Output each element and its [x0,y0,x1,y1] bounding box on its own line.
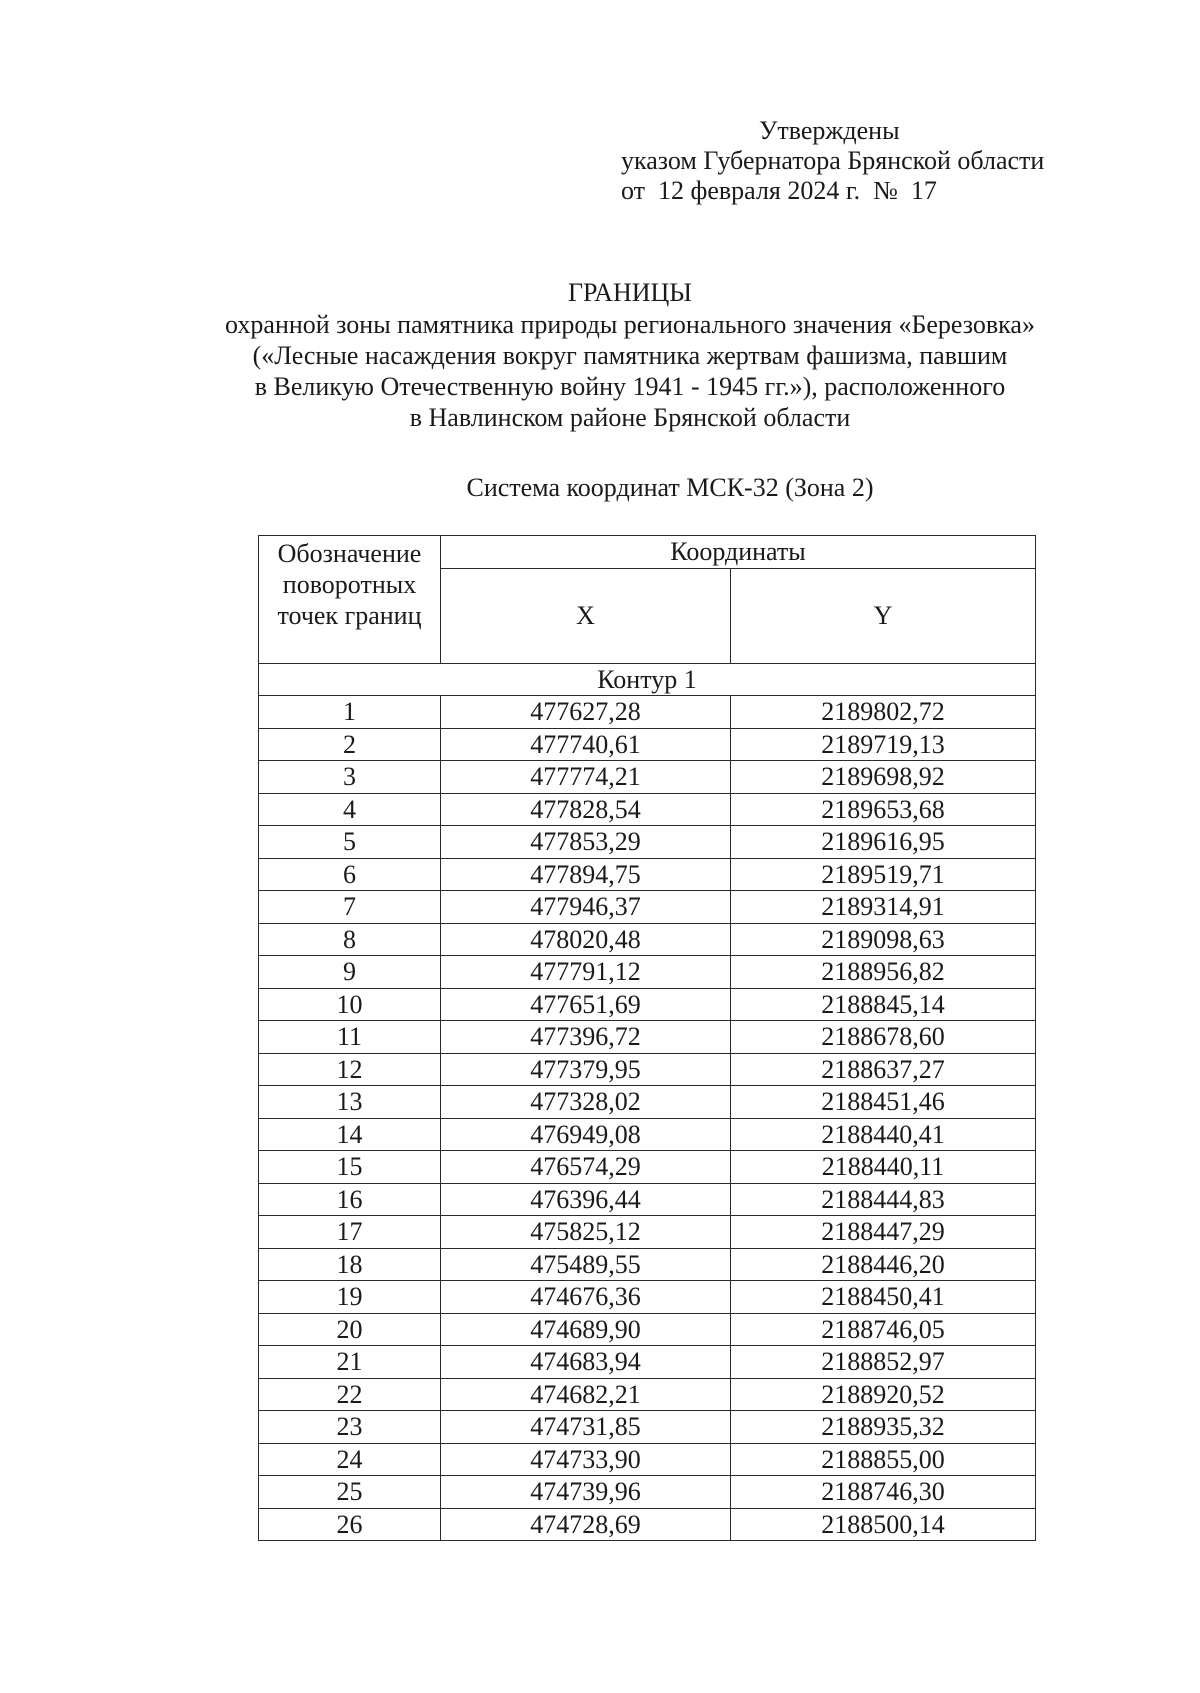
cell-point-number: 5 [259,826,441,859]
cell-y: 2188852,97 [731,1346,1036,1379]
cell-x: 476574,29 [441,1151,731,1184]
cell-y: 2188451,46 [731,1086,1036,1119]
cell-y: 2188845,14 [731,988,1036,1021]
cell-point-number: 11 [259,1021,441,1054]
table-row [259,923,1036,956]
table-row [259,1443,1036,1476]
cell-point-number: 1 [259,696,441,729]
cell-y: 2188920,52 [731,1378,1036,1411]
table-row [259,1053,1036,1086]
coordinates-table-body [259,663,1036,1541]
table-row [259,728,1036,761]
title-line-4: в Навлинском районе Брянской области [409,403,851,432]
table-row [259,1411,1036,1444]
table-row [259,1313,1036,1346]
cell-point-number: 8 [259,923,441,956]
table-row [259,1086,1036,1119]
cell-y: 2188440,11 [731,1151,1036,1184]
table-row [259,696,1036,729]
cell-x: 477791,12 [441,956,731,989]
table-row [259,761,1036,794]
cell-point-number: 4 [259,793,441,826]
title-heading: ГРАНИЦЫ [568,278,692,307]
cell-point-number: 2 [259,728,441,761]
cell-y: 2188746,30 [731,1476,1036,1509]
cell-x: 477396,72 [441,1021,731,1054]
approval-line-approved: Утверждены [759,116,900,145]
cell-x: 477853,29 [441,826,731,859]
table-row [259,1378,1036,1411]
table-row [259,1476,1036,1509]
cell-x: 474683,94 [441,1346,731,1379]
cell-point-number: 3 [259,761,441,794]
header-point-designation: Обозначение поворотных точек границ [259,536,441,664]
cell-x: 476396,44 [441,1183,731,1216]
cell-x: 477946,37 [441,891,731,924]
cell-x: 474739,96 [441,1476,731,1509]
table-row [259,1216,1036,1249]
cell-y: 2188935,32 [731,1411,1036,1444]
cell-point-number: 24 [259,1443,441,1476]
contour-row [259,663,1036,696]
cell-x: 475489,55 [441,1248,731,1281]
cell-point-number: 26 [259,1508,441,1541]
cell-y: 2189653,68 [731,793,1036,826]
cell-x: 477740,61 [441,728,731,761]
cell-y: 2189314,91 [731,891,1036,924]
cell-y: 2189519,71 [731,858,1036,891]
cell-y: 2188855,00 [731,1443,1036,1476]
cell-x: 476949,08 [441,1118,731,1151]
cell-x: 474676,36 [441,1281,731,1314]
cell-x: 474682,21 [441,1378,731,1411]
coordinates-table [258,535,1036,1541]
document-title [100,277,1160,433]
cell-point-number: 16 [259,1183,441,1216]
table-row [259,826,1036,859]
table-row [259,1183,1036,1216]
cell-y: 2188446,20 [731,1248,1036,1281]
header-y: Y [731,568,1036,663]
cell-x: 474733,90 [441,1443,731,1476]
title-line-3: в Великую Отечественную войну 1941 - 1945 гг.»), расположенного [254,372,1006,401]
approval-line-date-number: от 12 февраля 2024 г. № 17 [621,176,937,205]
cell-y: 2188500,14 [731,1508,1036,1541]
cell-y: 2188444,83 [731,1183,1036,1216]
cell-y: 2188678,60 [731,1021,1036,1054]
cell-x: 477774,21 [441,761,731,794]
cell-x: 477627,28 [441,696,731,729]
table-row [259,858,1036,891]
cell-y: 2189802,72 [731,696,1036,729]
cell-x: 475825,12 [441,1216,731,1249]
table-row [259,1021,1036,1054]
cell-point-number: 17 [259,1216,441,1249]
title-line-1: охранной зоны памятника природы регионального значения «Березовка» [225,310,1035,339]
cell-point-number: 6 [259,858,441,891]
cell-point-number: 10 [259,988,441,1021]
cell-point-number: 12 [259,1053,441,1086]
approval-line-decree: указом Губернатора Брянской области [621,146,1045,175]
header-coordinates: Координаты [441,536,1036,569]
cell-x: 474731,85 [441,1411,731,1444]
cell-y: 2188450,41 [731,1281,1036,1314]
cell-point-number: 25 [259,1476,441,1509]
table-row [259,1346,1036,1379]
cell-point-number: 18 [259,1248,441,1281]
cell-x: 474728,69 [441,1508,731,1541]
approval-block [621,116,1101,206]
cell-y: 2189616,95 [731,826,1036,859]
table-row [259,1248,1036,1281]
cell-point-number: 15 [259,1151,441,1184]
coordinate-system-label: Система координат МСК-32 (Зона 2) [466,473,874,502]
cell-point-number: 21 [259,1346,441,1379]
cell-point-number: 22 [259,1378,441,1411]
cell-x: 474689,90 [441,1313,731,1346]
header-x: X [441,568,731,663]
cell-x: 477328,02 [441,1086,731,1119]
cell-x: 477828,54 [441,793,731,826]
cell-y: 2188637,27 [731,1053,1036,1086]
cell-x: 478020,48 [441,923,731,956]
cell-point-number: 13 [259,1086,441,1119]
table-row [259,1508,1036,1541]
table-row [259,956,1036,989]
table-row [259,793,1036,826]
cell-y: 2188956,82 [731,956,1036,989]
cell-point-number: 7 [259,891,441,924]
cell-x: 477651,69 [441,988,731,1021]
contour-label: Контур 1 [259,663,1036,696]
cell-x: 477894,75 [441,858,731,891]
table-row [259,891,1036,924]
table-row [259,1118,1036,1151]
cell-y: 2189698,92 [731,761,1036,794]
title-line-2: («Лесные насаждения вокруг памятника жертвам фашизма, павшим [252,341,1008,370]
cell-x: 477379,95 [441,1053,731,1086]
table-row [259,1281,1036,1314]
cell-point-number: 23 [259,1411,441,1444]
cell-point-number: 19 [259,1281,441,1314]
cell-y: 2189719,13 [731,728,1036,761]
cell-y: 2188447,29 [731,1216,1036,1249]
cell-point-number: 20 [259,1313,441,1346]
cell-point-number: 14 [259,1118,441,1151]
cell-y: 2188746,05 [731,1313,1036,1346]
table-row [259,1151,1036,1184]
cell-y: 2189098,63 [731,923,1036,956]
cell-y: 2188440,41 [731,1118,1036,1151]
table-row [259,988,1036,1021]
cell-point-number: 9 [259,956,441,989]
